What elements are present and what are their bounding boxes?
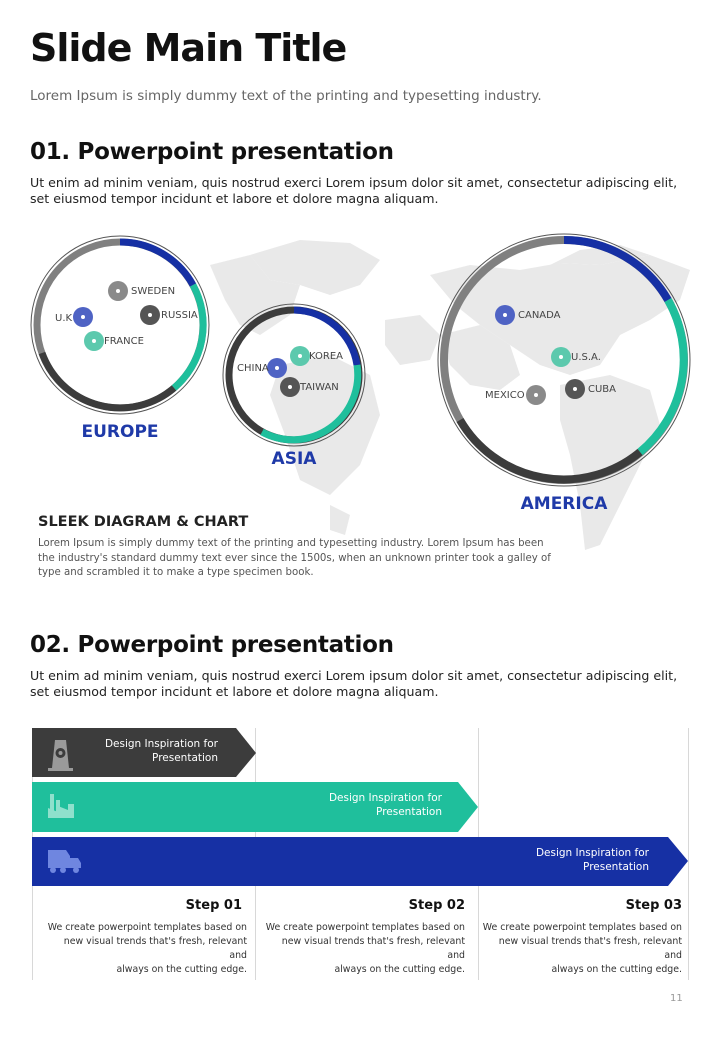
region-label-asia: ASIA: [271, 449, 317, 469]
page-subtitle: Lorem Ipsum is simply dummy text of the printing and typesetting industry.: [30, 88, 542, 104]
sweden-marker: [108, 281, 128, 301]
country-label-canada: CANADA: [518, 310, 561, 321]
step-title-2: Step 02: [408, 898, 465, 913]
step-text-1: [47, 921, 247, 977]
step-text-line: new visual trends that's fresh, relevant and: [281, 936, 465, 961]
diagram-body: Lorem Ipsum is simply dummy text of the printing and typesetting industry. Lorem Ipsum has been the industry's standard dummy text ever since the 1500s, when an unknown printer took a galley of type and scrambled it to make a type specimen book.: [38, 538, 551, 579]
step-text-2: [265, 921, 465, 977]
usa-marker: [551, 347, 571, 367]
country-label-taiwan: TAIWAN: [300, 382, 339, 393]
france-marker: [84, 331, 104, 351]
step-text-line: We create powerpoint templates based on: [47, 922, 247, 933]
country-label-russia: RUSSIA: [161, 310, 198, 321]
step-title-3: Step 03: [625, 898, 682, 913]
section1-title: 01. Powerpoint presentation: [30, 139, 394, 165]
page-number: 11: [670, 993, 683, 1004]
section1-body: Ut enim ad minim veniam, quis nostrud exerci Lorem ipsum dolor sit amet, consectetur adipiscing elit, set eiusmod tempor incidunt et labore et dolore magna aliquam.: [30, 175, 678, 206]
step-text-line: always on the cutting edge.: [334, 964, 465, 975]
diagram-title: SLEEK DIAGRAM & CHART: [38, 514, 249, 530]
country-label-uk: U.K: [55, 313, 73, 324]
europe-ring: [37, 242, 203, 408]
canada-marker: [495, 305, 515, 325]
country-label-cuba: CUBA: [588, 384, 617, 395]
page-title: Slide Main Title: [30, 26, 347, 70]
band-label-line: Design Inspiration for: [104, 738, 218, 750]
band-label-2: [280, 791, 442, 819]
taiwan-marker: [280, 377, 300, 397]
cuba-marker: [565, 379, 585, 399]
region-label-america: AMERICA: [520, 494, 608, 514]
band-label-line: Design Inspiration for: [535, 847, 649, 859]
step-text-line: always on the cutting edge.: [116, 964, 247, 975]
step-text-line: We create powerpoint templates based on: [265, 922, 465, 933]
band-label-line: Presentation: [152, 752, 218, 764]
band-label-line: Design Inspiration for: [328, 792, 442, 804]
section2-title: 02. Powerpoint presentation: [30, 632, 394, 658]
korea-marker: [290, 346, 310, 366]
band-label-line: Presentation: [376, 806, 442, 818]
step-text-3: [482, 921, 682, 977]
section2-body: Ut enim ad minim veniam, quis nostrud exerci Lorem ipsum dolor sit amet, consectetur adipiscing elit, set eiusmod tempor incidunt et labore et dolore magna aliquam.: [30, 668, 678, 699]
russia-marker: [140, 305, 160, 325]
country-label-sweden: SWEDEN: [131, 286, 176, 297]
china-marker: [267, 358, 287, 378]
step-text-line: always on the cutting edge.: [551, 964, 682, 975]
step-text-line: We create powerpoint templates based on: [482, 922, 682, 933]
band-label-3: [486, 846, 649, 874]
uk-marker: [73, 307, 93, 327]
step-text-line: new visual trends that's fresh, relevant and: [63, 936, 247, 961]
country-label-france: FRANCE: [104, 336, 144, 347]
country-label-usa: U.S.A.: [571, 352, 601, 363]
band-label-1: [60, 737, 218, 765]
country-label-china: CHINA: [237, 363, 269, 374]
region-label-europe: EUROPE: [81, 422, 159, 442]
band-label-line: Presentation: [583, 861, 649, 873]
step-text-line: new visual trends that's fresh, relevant and: [498, 936, 682, 961]
step-title-1: Step 01: [185, 898, 242, 913]
country-label-mexico: MEXICO: [485, 390, 525, 401]
country-label-korea: KOREA: [309, 351, 343, 362]
mexico-marker: [526, 385, 546, 405]
